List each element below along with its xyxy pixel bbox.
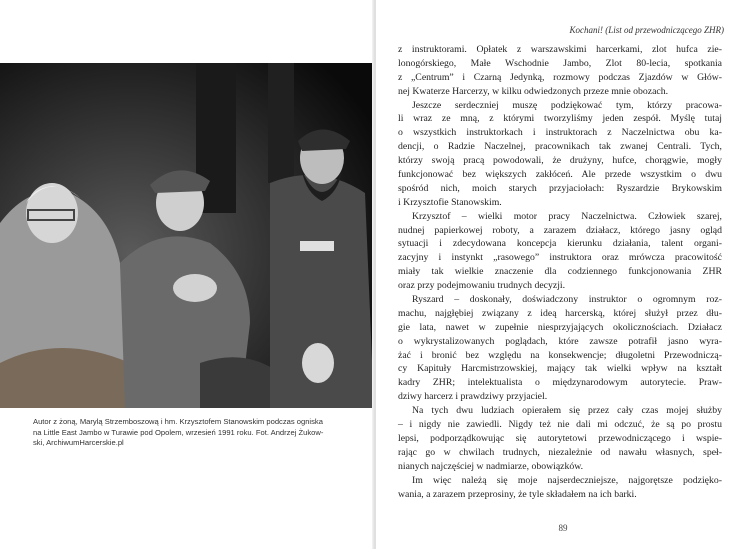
text-line: którzy swoją pracą powodowali, że drużyny, hufce, chorągwie, mogły [398, 155, 722, 167]
text-line: li wraz ze mną, z którymi tworzyliśmy jeden zespół. Myślę tutaj [398, 113, 722, 125]
text-line: dencji, o Radzie Naczelnej, pracownikach tak zwanej Centrali. Tych, [398, 141, 722, 153]
text-line: o wykrystalizowanych poglądach, które zawsze potrafił jasno wyra- [398, 335, 722, 347]
text-line: Ryszard – doskonały, doświadczony instruktor o ogromnym roz- [412, 294, 722, 306]
text-line: nudnej papierkowej roboty, a zarazem działacz, którego jasny ogląd [398, 224, 722, 236]
text-line: z instruktorami. Opłatek z warszawskimi harcerkami, zlot hufca zie- [398, 44, 722, 55]
text-line: nej Kwaterze Harcerzy, w kilku odwiedzonych przeze mnie obozach. [398, 85, 669, 97]
text-line: o wszystkich instruktorkach i instruktorach z Naczelnictwa obu ka- [398, 127, 722, 139]
text-line: z „Centrum” i Czarną Jedynką, rozmowy podczas Zjazdów w Głów- [398, 71, 722, 83]
text-line: machu, najgłębiej związany z ideą harcerską, której służył przez dłu- [398, 307, 722, 319]
body-text [398, 43, 722, 501]
text-line: żać i bronić bez względu na konsekwencje; długoletni Przewodniczą- [398, 349, 722, 361]
text-line: Im więc należą się moje najserdeczniejsze, najgorętsze podzięko- [412, 474, 722, 486]
text-line: Na tych dwu ludziach opierałem się przez cały czas mojej służby [412, 405, 722, 417]
text-line: dziwy harcerz i prawdziwy przyjaciel. [398, 391, 548, 403]
page-number: 89 [558, 523, 568, 533]
text-line: kadry ZHR; intelektualista o międzynarodowym autorytecie. Praw- [398, 377, 722, 389]
text-line: zacyjny i instynkt „rasowego” instruktora oraz mrówcza pracowitość [398, 252, 722, 264]
caption-line: Autor z żoną, Marylą Strzemboszową i hm. Krzysztofem Stanowskim podczas ogniska [33, 417, 323, 426]
text-line: wania, a zarazem przeprosiny, że tyle składałem na ich barki. [398, 488, 637, 500]
text-line: oraz przy podejmowaniu trudnych decyzji. [398, 280, 566, 292]
text-line: spośród nich, moich starych przyjaciołach: Ryszardzie Brykowskim [398, 182, 722, 194]
text-line: lepsi, podporządkowując się autorytetowi przewodniczącego i wspie- [398, 432, 722, 444]
text-line: – i nigdy nie zawiedli. Nigdy też nie dali mi odczuć, że są po prostu [398, 419, 722, 431]
text-line: gie lata, nawet w zupełnie niesprzyjających okolicznościach. Działacz [398, 321, 722, 333]
text-line: Jeszcze serdeczniej muszę podziękować tym, którzy pracowa- [412, 99, 722, 111]
text-line: funkcjonować bez większych zakłóceń. Ale przede wszystkim o dwu [398, 169, 722, 181]
left-page [0, 0, 374, 549]
running-head: Kochani! (List od przewodniczącego ZHR) [569, 25, 724, 35]
text-line: miały tak wielkie znaczenie dla codziennego funkcjonowania ZHR [398, 266, 722, 278]
caption-line: na Little East Jambo w Turawie pod Opolem, wrzesień 1991 roku. Fot. Andrzej Żukow- [33, 427, 324, 437]
text-line: Krzysztof – wielki motor pracy Naczelnictwa. Człowiek szarej, [412, 210, 722, 222]
photo-caption [33, 417, 343, 449]
black-white-photo [0, 63, 374, 408]
text-line: nianych najczęściej w nadmiarze, obowiązków. [398, 460, 584, 472]
text-line: sytuacji i zdecydowana koncepcja kierunku działania, talent organi- [398, 238, 722, 250]
text-line: cy Kapituły Harcmistrzowskiej, mający tak wielki wpływ na kształt [398, 363, 722, 375]
text-line: i Krzysztofie Stanowskim. [398, 196, 502, 208]
text-line: lonogórskiego, Małe Wschodnie Jambo, Zlot 80-lecia, spotkania [398, 57, 722, 69]
text-line: rając go w chwilach trudnych, niezależnie od nawału własnych, speł- [398, 446, 722, 458]
caption-line: ski, ArchiwumHarcerskie.pl [33, 438, 124, 448]
